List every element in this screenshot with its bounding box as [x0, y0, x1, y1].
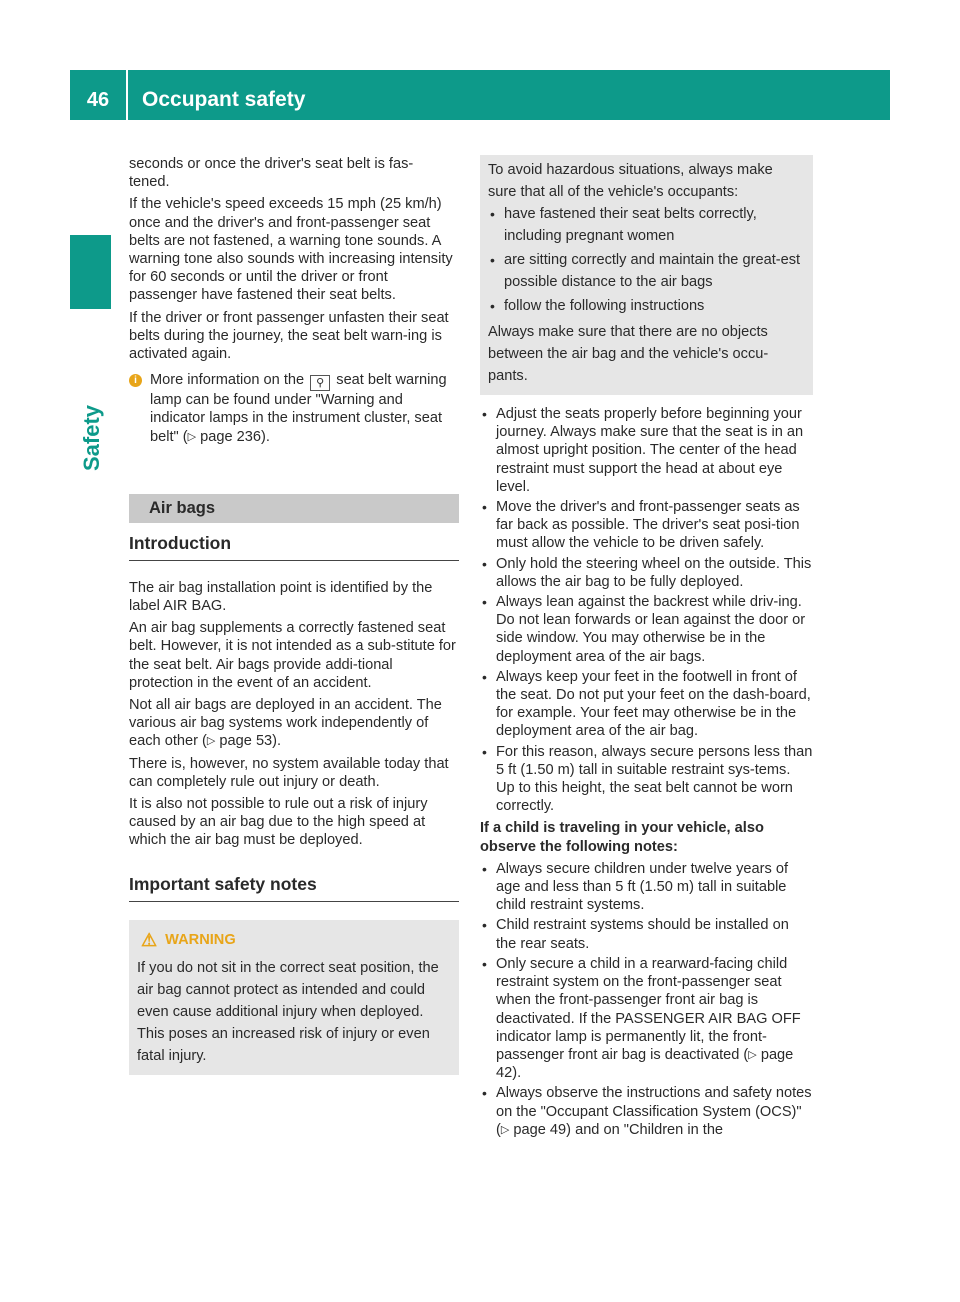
header-divider: [126, 70, 128, 120]
page-ref-arrow-icon: ▷: [500, 1123, 510, 1136]
list-item: • Always lean against the backrest while driv-ing. Do not lean forwards or lean against the door or side window. You may otherwise be in the deployment area of the air bags.: [480, 593, 813, 666]
page-ref-arrow-icon: ▷: [187, 430, 197, 443]
list-item: • Child restraint systems should be installed on the rear seats.: [480, 916, 813, 952]
list-item: • For this reason, always secure persons less than 5 ft (1.50 m) tall in suitable restraint sys-tems. Up to this height, the seat belt cannot be worn correctly.: [480, 743, 813, 816]
subheading-introduction: Introduction: [129, 533, 459, 561]
list-item: • Always keep your feet in the footwell in front of the seat. Do not put your feet on the dash-board, for example. Your feet may otherwise be in the deployment area of the air bag.: [480, 668, 813, 741]
paragraph: Not all air bags are deployed in an accident. The various air bag systems work independently of each other (▷ page 53).: [129, 697, 442, 750]
paragraph: There is, however, no system available today that can completely rule out injury or death.: [129, 755, 449, 790]
page-ref-arrow-icon: ▷: [206, 735, 216, 748]
info-icon: i: [129, 374, 142, 387]
paragraph: Always make sure that there are no objects between the air bag and the vehicle's occu-pants.: [488, 324, 769, 384]
side-chapter-label: Safety: [79, 404, 104, 472]
list-item: • Always observe the instructions and safety notes on the "Occupant Classification System (OCS)" (▷ page 49) and on "Children in the: [480, 1084, 813, 1139]
side-tab-block: [70, 235, 111, 309]
paragraph: If the vehicle's speed exceeds 15 mph (25 km/h) once and the driver's and front-passenger seat belts are not fastened, a warning tone sounds. A warning tone also sounds with increasing intensity for 60 seconds or until the driver or front passenger have fastened their seat belts.: [129, 196, 453, 304]
warning-triangle-icon: ⚠: [141, 929, 158, 950]
header-bar: [70, 70, 890, 120]
page-ref-arrow-icon: ▷: [748, 1048, 757, 1061]
page-ref-link[interactable]: page 236).: [200, 428, 270, 445]
subheading-safety-notes: Important safety notes: [129, 874, 459, 902]
paragraph: seconds or once the driver's seat belt is fas- tened.: [129, 156, 414, 191]
paragraph: It is also not possible to rule out a risk of injury caused by an air bag due to the high speed at which the air bag must be deployed.: [129, 796, 428, 849]
right-column: [480, 155, 813, 1143]
warning-text: If you do not sit in the correct seat position, the air bag cannot protect as intended and could even cause additional injury when deployed. This poses an increased risk of injury or even fatal injury.: [137, 959, 439, 1064]
child-notes-heading: If a child is traveling in your vehicle, also observe the following notes:: [480, 820, 764, 855]
list-item: • Move the driver's and front-passenger seats as far back as possible. The driver's seat posi-tion must allow the vehicle to be driven safely.: [480, 498, 813, 553]
warning-label: WARNING: [165, 932, 236, 949]
page-title: Occupant safety: [142, 88, 306, 111]
list-item: • Always secure children under twelve years of age and less than 5 ft (1.50 m) tall in suitable child restraint systems.: [480, 860, 813, 915]
bullet-list: [488, 203, 805, 317]
info-note: [129, 371, 459, 446]
warning-header: [141, 930, 449, 951]
list-item: • are sitting correctly and maintain the great-est possible distance to the air bags: [488, 249, 805, 293]
bullet-list: [480, 405, 813, 815]
left-column: [129, 155, 459, 1075]
page-number: 46: [86, 89, 110, 111]
paragraph: If the driver or front passenger unfasten their seat belts during the journey, the seat belt warn-ing is activated again.: [129, 309, 449, 363]
bullet-list: [480, 860, 813, 1139]
paragraph: The air bag installation point is identified by the label AIR BAG.: [129, 579, 433, 615]
list-item: • Adjust the seats properly before beginning your journey. Always make sure that the seat is in an almost upright position. The center of the head restraint must support the head at about eye level.: [480, 405, 813, 496]
hazard-note-box: [480, 155, 813, 395]
page-ref-link[interactable]: page 49) and on "Children in the: [513, 1121, 724, 1138]
section-title: Air bags: [129, 494, 459, 523]
paragraph: An air bag supplements a correctly fastened seat belt. However, it is not intended as a sub-stitute for the seat belt. Air bags provide addi-tional protection in the event of an accident.: [129, 620, 456, 691]
seatbelt-icon: ⚲: [310, 375, 330, 391]
warning-box: [129, 920, 459, 1075]
list-item: • Only secure a child in a rearward-facing child restraint system on the front-passenger seat when the front-passenger front air bag is deactivated. If the PASSENGER AIR BAG OFF indicator lamp is permanently lit, the front-passenger front air bag is deactivated (▷ page 42).: [480, 955, 813, 1082]
page-ref-link[interactable]: page 42).: [496, 1046, 794, 1082]
list-item: • follow the following instructions: [488, 295, 805, 317]
info-text: More information on the ⚲ seat belt warning lamp can be found under "Warning and indicator lamps in the instrument cluster, seat belt" (▷ page 236).: [150, 372, 447, 445]
list-item: • Only hold the steering wheel on the outside. This allows the air bag to be fully deployed.: [480, 555, 813, 591]
paragraph: To avoid hazardous situations, always make sure that all of the vehicle's occupants:: [488, 162, 773, 200]
list-item: • have fastened their seat belts correctly, including pregnant women: [488, 203, 805, 247]
page-ref-link[interactable]: page 53).: [219, 733, 282, 750]
